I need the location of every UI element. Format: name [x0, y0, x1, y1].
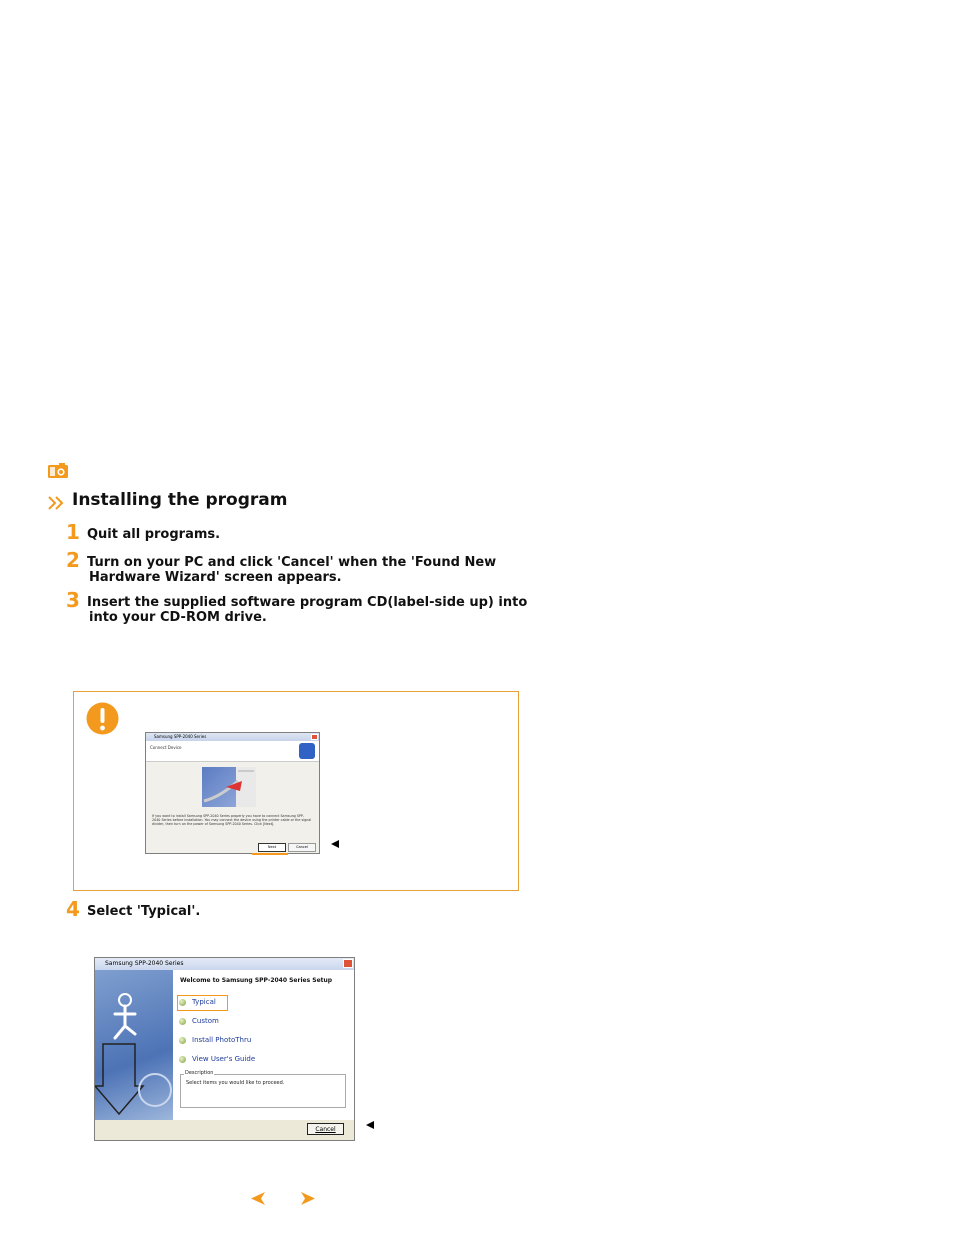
option-install-photothru[interactable] — [179, 1036, 251, 1044]
camera-icon — [47, 462, 69, 479]
setup-logo-icon — [299, 743, 315, 759]
next-button-label: Next — [267, 845, 277, 849]
step-3-text-line2: into your CD-ROM drive. — [89, 610, 267, 625]
device-illustration — [202, 767, 256, 807]
setup-content-panel — [173, 970, 354, 1120]
setup-dialog — [94, 957, 355, 1141]
next-arrow-icon[interactable] — [300, 1191, 316, 1206]
bullet-icon — [179, 1037, 186, 1044]
step-1-number: 1 — [66, 520, 80, 544]
dialog-title-bar — [95, 958, 354, 970]
dialog-header-text: Connect Device — [150, 745, 182, 750]
step-3-number: 3 — [66, 588, 80, 612]
setup-side-image — [95, 970, 173, 1120]
step-3-text-line1: Insert the supplied software program CD(label-side up) into — [87, 595, 528, 610]
step-2-number: 2 — [66, 548, 80, 572]
dialog-title: Samsung SPP-2040 Series — [154, 734, 207, 739]
step-2-text-line2: Hardware Wizard' screen appears. — [89, 570, 342, 585]
next-button[interactable] — [258, 843, 286, 852]
section-heading: Installing the program — [72, 490, 288, 510]
description-group — [180, 1070, 346, 1108]
option-view-users-guide[interactable] — [179, 1055, 255, 1063]
step-1-text: Quit all programs. — [87, 527, 221, 542]
double-chevron-icon — [47, 495, 67, 511]
dialog-title-bar — [146, 733, 319, 741]
cancel-button[interactable] — [307, 1123, 344, 1135]
prev-arrow-icon[interactable] — [250, 1191, 266, 1206]
option-install-photothru-label: Install PhotoThru — [192, 1036, 252, 1044]
step-4-number: 4 — [66, 897, 80, 921]
typical-highlight-box — [177, 995, 228, 1011]
welcome-text: Welcome to Samsung SPP-2040 Series Setup — [180, 977, 333, 984]
close-icon[interactable] — [311, 734, 318, 740]
description-text: Select items you would like to proceed. — [186, 1080, 285, 1086]
connect-device-dialog — [145, 732, 320, 854]
option-custom[interactable] — [179, 1017, 219, 1025]
pointer-arrow-icon — [366, 1121, 374, 1129]
option-view-users-guide-label: View User's Guide — [192, 1055, 256, 1063]
cancel-button-label: Cancel — [315, 1126, 336, 1133]
dialog-title: Samsung SPP-2040 Series — [105, 960, 184, 967]
cancel-button-label: Cancel — [296, 845, 308, 849]
bullet-icon — [179, 1056, 186, 1063]
dialog-body-text: If you want to install Samsung SPP-2040 Series properly you have to connect Samsung SPP-2040 Series before installation. You may connect the device using the printer cable or the signal divider, then turn on the power of Samsung SPP-2040 Series. Click [Next]. — [152, 814, 312, 826]
option-typical-label: Typical — [192, 998, 216, 1006]
option-custom-label: Custom — [192, 1017, 219, 1025]
close-icon[interactable] — [343, 959, 353, 968]
pointer-arrow-icon — [331, 840, 339, 848]
step-4-text: Select 'Typical'. — [87, 904, 201, 919]
cancel-button[interactable] — [288, 843, 316, 852]
description-label: Description — [185, 1070, 214, 1076]
dialog-header — [146, 741, 319, 762]
bullet-icon — [179, 1018, 186, 1025]
next-highlight-underline — [252, 853, 288, 855]
step-2-text-line1: Turn on your PC and click 'Cancel' when the 'Found New — [87, 555, 497, 570]
exclamation-icon — [86, 702, 119, 735]
